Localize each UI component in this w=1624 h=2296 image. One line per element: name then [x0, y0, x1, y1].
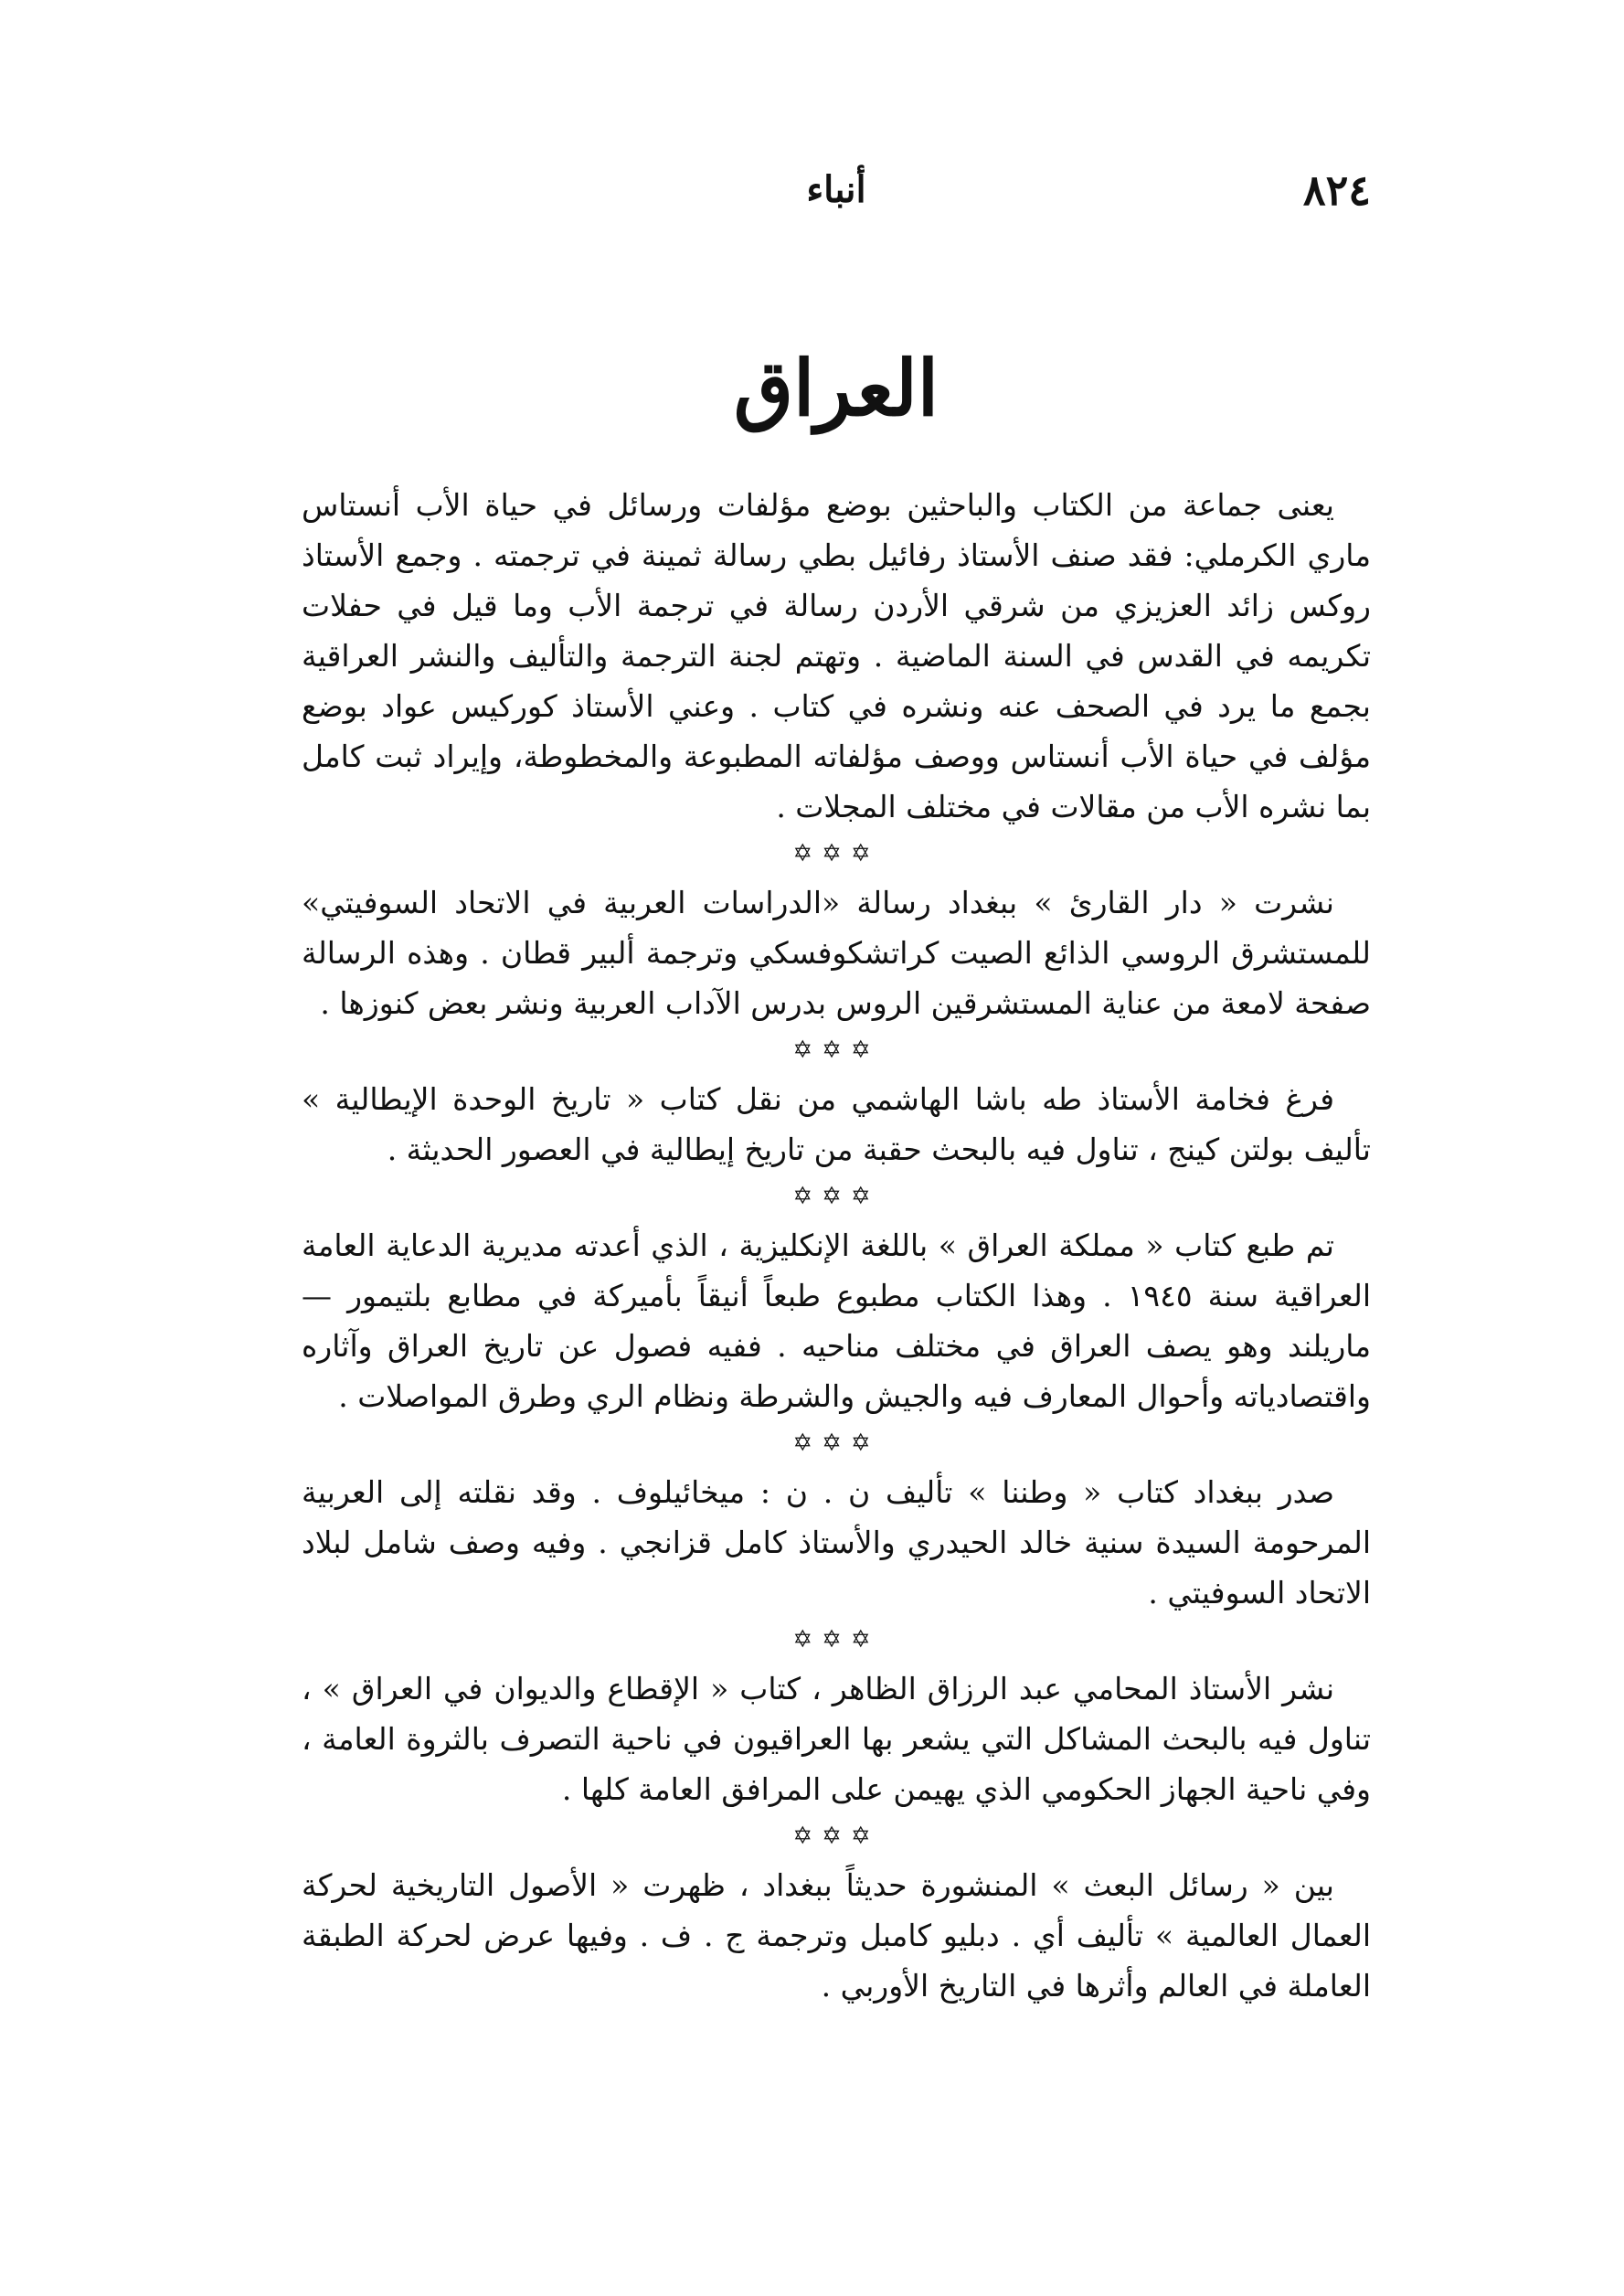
news-item-text: تم طبع كتاب « مملكة العراق » باللغة الإنكليزية ، الذي أعدته مديرية الدعاية العامة العراقية سنة ١٩٤٥ . وهذا الكتاب مطبوع طبعاً أنيقاً بأميركة في مطابع بلتيمور — ماريلند وهو يصف العراق في مختلف مناحيه . ففيه فصول عن تاريخ العراق وآثاره واقتصادياته وأحوال المعارف فيه والجيش والشرطة ونظام الري وطرق المواصلات . [302, 1228, 1371, 1414]
section-name: أنباء [806, 168, 866, 211]
running-header [302, 163, 1371, 227]
news-item [302, 1860, 1371, 2011]
news-item [302, 480, 1371, 832]
page-number: ٨٢٤ [1302, 165, 1371, 215]
star-separator: ✡✡✡ [792, 1823, 880, 1850]
star-separator: ✡✡✡ [792, 1626, 880, 1653]
star-separator: ✡✡✡ [792, 840, 880, 867]
news-item-text: نشر الأستاذ المحامي عبد الرزاق الظاهر ، كتاب « الإقطاع والديوان في العراق » ، تناول فيه بالبحث المشاكل التي يشعر بها العراقيون في ناحية التصرف بالثروة العامة ، وفي ناحية الجهاز الحكومي الذي يهيمن على المرافق العامة كلها . [302, 1671, 1371, 1807]
news-item [302, 1074, 1371, 1175]
star-separator: ✡✡✡ [792, 1036, 880, 1064]
news-body [302, 480, 1371, 2011]
news-item-text: فرغ فخامة الأستاذ طه باشا الهاشمي من نقل كتاب « تاريخ الوحدة الإيطالية » تأليف بولتن كينج ، تناول فيه بالبحث حقبة من تاريخ إيطالية في العصور الحديثة . [302, 1081, 1371, 1167]
news-item-text: يعنى جماعة من الكتاب والباحثين بوضع مؤلفات ورسائل في حياة الأب أنستاس ماري الكرملي: فقد صنف الأستاذ رفائيل بطي رسالة ثمينة في ترجمته . وجمع الأستاذ روكس زائد العزيزي من شرقي الأردن رسالة في ترجمة الأب وما قيل في حفلات تكريمه في القدس في السنة الماضية . وتهتم لجنة الترجمة والتأليف والنشر العراقية بجمع ما يرد في الصحف عنه ونشره في كتاب . وعني الأستاذ كوركيس عواد بوضع مؤلف في حياة الأب أنستاس ووصف مؤلفاته المطبوعة والمخطوطة، وإيراد ثبت كامل بما نشره الأب من مقالات في مختلف المجلات . [302, 487, 1371, 824]
news-item [302, 1220, 1371, 1421]
news-item-text: نشرت « دار القارئ » ببغداد رسالة «الدراسات العربية في الاتحاد السوفيتي» للمستشرق الروسي الذائع الصيت كراتشكوفسكي وترجمة ألبير قطان . وهذه الرسالة صفحة لامعة من عناية المستشرقين الروس بدرس الآداب العربية ونشر بعض كنوزها . [302, 885, 1371, 1021]
news-item [302, 877, 1371, 1028]
news-item-text: صدر ببغداد كتاب « وطننا » تأليف ن . ن : ميخائيلوف . وقد نقلته إلى العربية المرحومة السيدة سنية خالد الحيدري والأستاذ كامل قزانجي . وفيه وصف شامل لبلاد الاتحاد السوفيتي . [302, 1474, 1371, 1610]
star-separator: ✡✡✡ [792, 1430, 880, 1457]
news-item-text: بين « رسائل البعث » المنشورة حديثاً ببغداد ، ظهرت « الأصول التاريخية لحركة العمال العالمية » تأليف أي . دبليو كامبل وترجمة ج . ف . وفيها عرض لحركة الطبقة العاملة في العالم وأثرها في التاريخ الأوربي . [302, 1867, 1371, 2004]
star-separator: ✡✡✡ [792, 1183, 880, 1210]
news-item [302, 1664, 1371, 1814]
news-item [302, 1467, 1371, 1618]
chapter-title: العراق [733, 343, 939, 433]
